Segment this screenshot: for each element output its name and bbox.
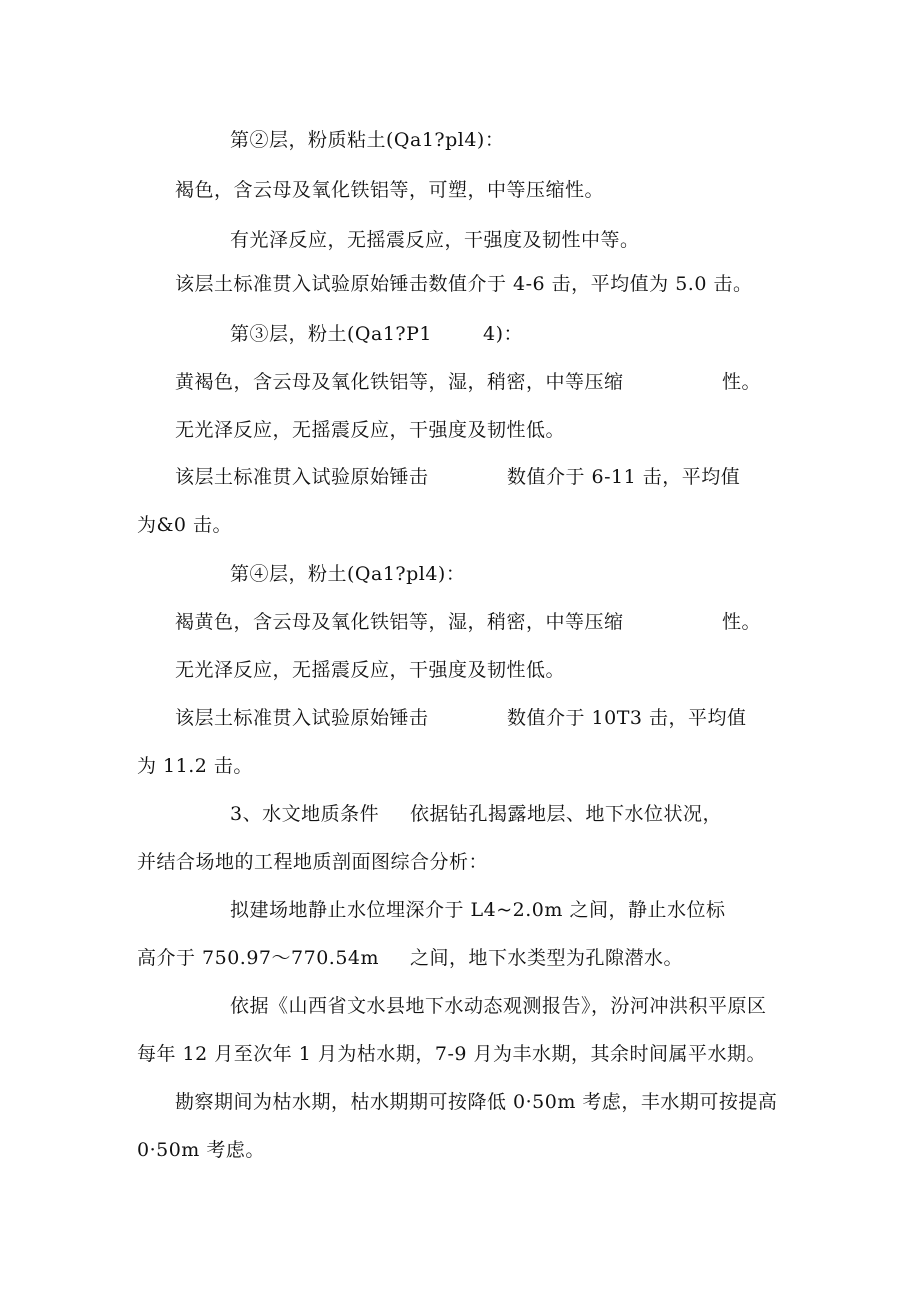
text-segment: 该层土标准贯入试验原始锤击 (175, 466, 429, 488)
text-segment: 为&0 击。 (137, 514, 233, 536)
text-segment: 无光泽反应，无摇震反应，干强度及韧性低。 (175, 659, 566, 681)
text-segment: 该层土标准贯入试验原始锤击 (175, 707, 429, 729)
text-segment: 数值介于 10T3 击，平均值 (507, 707, 747, 729)
text-segment: 该层土标准贯入试验原始锤击数值介于 4-6 击，平均值为 5.0 击。 (175, 273, 753, 295)
layer3-reaction (175, 418, 565, 442)
text-segment: 3、水文地质条件 (230, 803, 380, 825)
text-segment: 第②层，粉质粘土(Qa1?pl4)： (230, 129, 505, 151)
text-segment: 每年 12 月至次年 1 月为枯水期，7-9 月为丰水期，其余时间属平水期。 (137, 1043, 767, 1065)
water-depth-paragraph (230, 898, 725, 922)
layer4-reaction (175, 658, 565, 682)
layer4-spt-tail (507, 706, 747, 730)
text-segment: 褐黄色，含云母及氧化铁铝等，湿，稍密，中等压缩 (175, 611, 624, 633)
section3-heading (230, 802, 379, 826)
text-segment: 黄褐色，含云母及氧化铁铝等，湿，稍密，中等压缩 (175, 371, 624, 393)
text-segment: 有光泽反应，无摇震反应，干强度及韧性中等。 (230, 229, 640, 251)
text-segment: 褐色，含云母及氧化铁铝等，可塑，中等压缩性。 (175, 179, 605, 201)
survey-period-note (175, 1090, 777, 1114)
text-segment: 性。 (722, 611, 762, 633)
text-segment: 无光泽反应，无摇震反应，干强度及韧性低。 (175, 419, 566, 441)
text-segment: 4)： (483, 323, 524, 345)
section3-heading-tail (410, 802, 722, 826)
layer2-description (175, 178, 604, 202)
text-segment: 第④层，粉土(Qa1?pl4)： (230, 563, 466, 585)
layer4-heading (230, 562, 465, 586)
text-segment: 为 11.2 击。 (137, 755, 253, 777)
season-periods (137, 1042, 766, 1066)
text-segment: 之间，地下水类型为孔隙潜水。 (410, 947, 684, 969)
layer3-spt-tail (507, 465, 740, 489)
layer3-heading (230, 322, 432, 346)
text-segment: 第③层，粉土(Qa1?P1 (230, 323, 432, 345)
layer3-spt (175, 465, 429, 489)
text-segment: 性。 (722, 371, 762, 393)
text-segment: 并结合场地的工程地质剖面图综合分析： (137, 851, 489, 873)
layer4-spt (175, 706, 429, 730)
text-segment: 0·50m 考虑。 (137, 1139, 265, 1161)
water-level-elevation-tail (410, 946, 683, 970)
layer3-description (175, 370, 624, 394)
text-segment: 数值介于 6-11 击，平均值 (507, 466, 741, 488)
layer3-spt-average (137, 513, 232, 537)
section3-analysis (137, 850, 488, 874)
layer2-reaction (230, 228, 640, 252)
report-reference (230, 994, 767, 1018)
layer2-heading (230, 128, 504, 152)
text-segment: 依据钻孔揭露地层、地下水位状况， (410, 803, 723, 825)
layer4-description-tail (722, 610, 761, 634)
layer2-spt (175, 272, 752, 296)
text-segment: 拟建场地静止水位埋深介于 L4~2.0m 之间，静止水位标 (230, 899, 726, 921)
text-segment: 高介于 750.97～770.54m (137, 947, 380, 969)
layer4-description (175, 610, 624, 634)
text-segment: 依据《山西省文水县地下水动态观测报告》，汾河冲洪积平原区 (230, 995, 767, 1017)
survey-period-note-end (137, 1138, 265, 1162)
layer3-heading-tail (483, 322, 523, 346)
layer4-spt-average (137, 754, 253, 778)
layer3-description-tail (722, 370, 761, 394)
text-segment: 勘察期间为枯水期，枯水期期可按降低 0·50m 考虑，丰水期可按提高 (175, 1091, 778, 1113)
water-level-elevation (137, 946, 379, 970)
